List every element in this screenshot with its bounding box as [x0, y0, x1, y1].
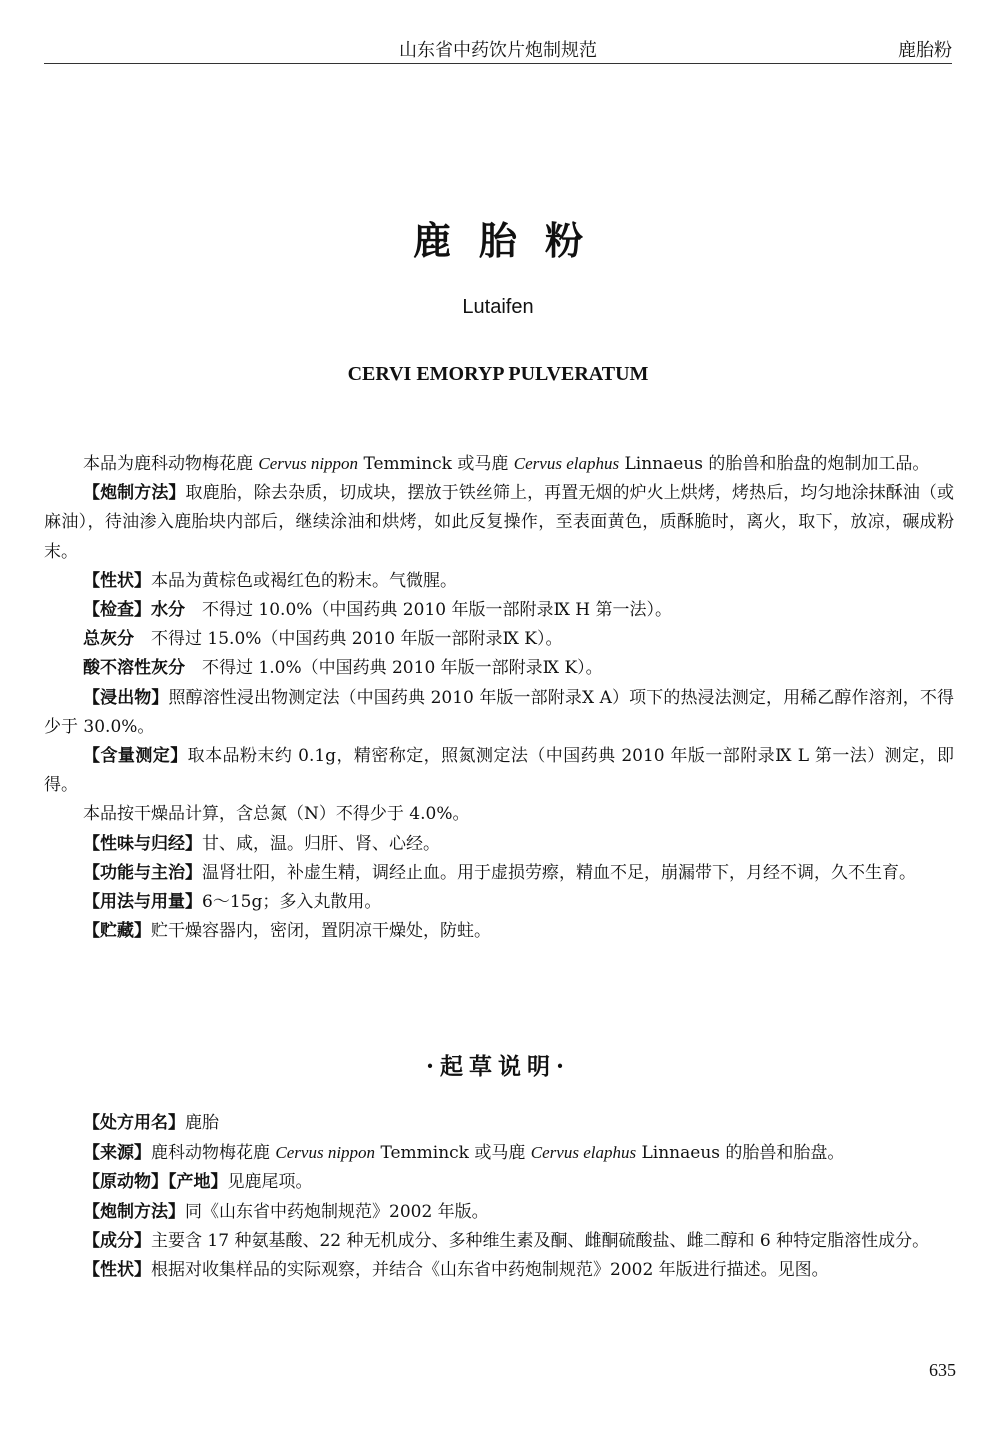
- dosage-paragraph: [44, 888, 954, 917]
- note-prescription-name: [44, 1109, 954, 1138]
- note-source-text-2: Temminck 或马鹿: [375, 1143, 531, 1164]
- assay-limit-paragraph: [44, 800, 954, 829]
- processing-paragraph: [44, 479, 954, 567]
- section-key: 【用法与用量】: [83, 892, 202, 913]
- acid-insoluble-ash-paragraph: [44, 654, 954, 683]
- section-text: 照醇溶性浸出物测定法（中国药典 2010 年版一部附录Ⅹ A）项下的热浸法测定，用稀乙醇作溶剂，不得少于 30.0%。: [44, 687, 954, 737]
- moisture-paragraph: [44, 596, 954, 625]
- page-number: 635: [929, 1360, 956, 1380]
- section-key: 【含量测定】: [83, 746, 188, 767]
- intro-latin-2: Cervus elaphus: [513, 454, 620, 473]
- note-source-latin-1: Cervus nippon: [275, 1143, 376, 1163]
- section-key: 【性味与归经】: [83, 833, 202, 854]
- section-key: 【浸出物】: [83, 687, 169, 708]
- section-key: 【成分】: [83, 1230, 151, 1251]
- section-text: 主要含 17 种氨基酸、22 种无机成分、多种维生素及酮、雌酮硫酸盐、雌二醇和 6 种特定脂溶性成分。: [151, 1230, 930, 1251]
- section-key: 【功能与主治】: [83, 862, 202, 883]
- extract-paragraph: [44, 684, 954, 742]
- intro-latin-1: Cervus nippon: [258, 454, 359, 473]
- intro-paragraph: [44, 449, 954, 479]
- storage-paragraph: [44, 917, 954, 946]
- header-entry-name: 鹿胎粉: [898, 40, 952, 61]
- note-description: [44, 1256, 954, 1285]
- section-key: 【检查】水分: [83, 600, 185, 621]
- header-rule: [44, 63, 952, 64]
- header-book-title: 山东省中药饮片炮制规范: [399, 40, 597, 61]
- section-text: 不得过 10.0%（中国药典 2010 年版一部附录Ⅸ H 第一法）。: [185, 600, 673, 621]
- running-header: [44, 28, 952, 66]
- section-text: 贮干燥容器内，密闭，置阴凉干燥处，防蛀。: [151, 921, 491, 942]
- total-ash-paragraph: [44, 625, 954, 654]
- section-text: 不得过 1.0%（中国药典 2010 年版一部附录Ⅸ K）。: [185, 658, 603, 679]
- section-key: 【炮制方法】: [83, 1201, 185, 1222]
- section-key: 【性状】: [83, 570, 151, 591]
- section-key: 【来源】: [83, 1143, 151, 1164]
- entry-title-latin: CERVI EMORYP PULVERATUM: [347, 363, 649, 385]
- note-origin: [44, 1168, 954, 1197]
- section-key: 【贮藏】: [83, 921, 151, 942]
- section-text: 温肾壮阳，补虚生精，调经止血。用于虚损劳瘵，精血不足，崩漏带下，月经不调，久不生育。: [202, 862, 916, 883]
- note-processing: [44, 1198, 954, 1227]
- nature-meridian-paragraph: [44, 830, 954, 859]
- drafting-notes-body: [44, 1109, 954, 1285]
- section-key: 【处方用名】: [83, 1113, 185, 1133]
- section-text: 取鹿胎，除去杂质，切成块，摆放于铁丝筛上，再置无烟的炉火上烘烤，烤热后，均匀地涂抹酥油（或麻油），待油渗入鹿胎块内部后，继续涂油和烘烤，如此反复操作，至表面黄色，质酥脆时，离火，取下，放凉，碾成粉末。: [44, 483, 955, 562]
- note-composition: [44, 1227, 954, 1256]
- section-text: 同《山东省中药炮制规范》2002 年版。: [185, 1201, 489, 1222]
- section-key: 【性状】: [83, 1260, 151, 1281]
- section-text: 取本品粉末约 0.1g，精密称定，照氮测定法（中国药典 2010 年版一部附录Ⅸ L 第一法）测定，即得。: [44, 746, 955, 796]
- function-indication-paragraph: [44, 859, 954, 888]
- description-paragraph: [44, 567, 954, 596]
- section-text: 本品按干燥品计算，含总氮（N）不得少于 4.0%。: [83, 804, 470, 825]
- section-key: 【原动物】【产地】: [83, 1172, 228, 1193]
- section-text: 甘、咸，温。归肝、肾、心经。: [202, 833, 440, 854]
- drafting-notes-heading: ·起草说明·: [425, 1053, 570, 1080]
- note-source-latin-2: Cervus elaphus: [530, 1143, 637, 1163]
- section-text: 根据对收集样品的实际观察，并结合《山东省中药炮制规范》2002 年版进行描述。见图。: [151, 1260, 829, 1281]
- intro-text-1: 本品为鹿科动物梅花鹿: [83, 454, 259, 474]
- note-source: [44, 1138, 954, 1168]
- section-key: 酸不溶性灰分: [83, 658, 185, 679]
- note-source-text-3: Linnaeus 的胎兽和胎盘。: [636, 1143, 845, 1164]
- intro-text-2: Temminck 或马鹿: [358, 454, 514, 474]
- entry-title-chinese: 鹿胎粉: [412, 219, 611, 263]
- entry-title-pinyin: Lutaifen: [462, 296, 534, 318]
- section-text: 鹿胎: [185, 1113, 219, 1133]
- section-key: 总灰分: [83, 629, 134, 650]
- intro-text-3: Linnaeus 的胎兽和胎盘的炮制加工品。: [619, 454, 930, 474]
- section-text: 本品为黄棕色或褐红色的粉末。气微腥。: [151, 570, 457, 591]
- monograph-body: [44, 449, 954, 946]
- section-key: 【炮制方法】: [83, 483, 186, 504]
- assay-paragraph: [44, 742, 954, 800]
- section-text: 见鹿尾项。: [227, 1172, 313, 1193]
- section-text: 6～15g；多入丸散用。: [202, 892, 382, 913]
- section-text: 不得过 15.0%（中国药典 2010 年版一部附录Ⅸ K）。: [134, 629, 563, 650]
- note-source-text-1: 鹿科动物梅花鹿: [151, 1143, 276, 1164]
